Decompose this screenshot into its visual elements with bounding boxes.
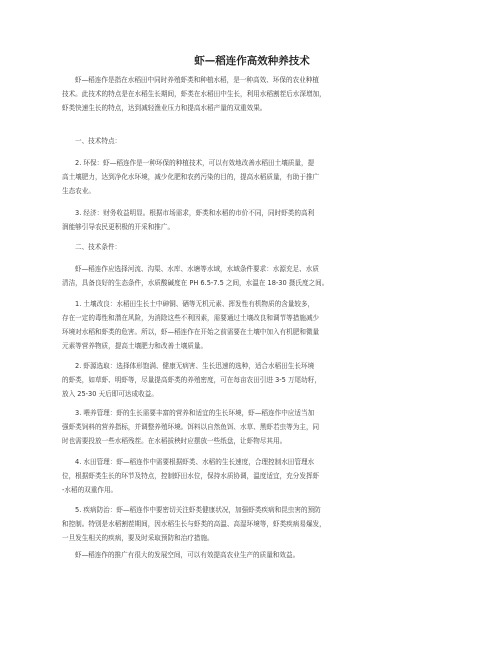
text-line: 2. 环保：虾—稻连作是一种环保的种植技术，可以有效地改善水稻田土壤质量，提: [75, 159, 315, 167]
section-heading-features: [62, 134, 442, 148]
text-line: 强虾类饲料的营养指标，并调整养殖环境。饵料以自然鱼饵、水草、黑虾若虫等为主，同: [62, 423, 320, 431]
text-line: 一、技术特点：: [75, 137, 122, 145]
text-line: 虾—稻连作应选择河流、沟渠、水库、水塘等水域，水域条件要求：水源充足、水质: [75, 265, 319, 273]
paragraph-conditions-intro: [62, 262, 442, 290]
paragraph-intro: [62, 73, 442, 115]
text-line: 3. 喂养管理：虾的生长需要丰富的营养和适宜的生长环境，虾—稻连作中应适当加: [75, 409, 315, 417]
text-line: 2. 虾源选取：选择体形饱满、健康无病害、生长迅速的选种，适合水稻田生长环境: [75, 362, 315, 370]
text-line: 和控制。特别是水稻割茬期间，因水稻生长与虾类的高温、高湿环境等，虾类疾病易爆发，: [62, 520, 326, 528]
text-line: 虾—稻连作是指在水稻田中同时养殖虾类和种植水稻，是一种高效、环保的农业种植: [75, 76, 319, 84]
text-line: 高土壤肥力，达到净化水环境，减少化肥和农药污染的目的，提高水稻质量，有助于推广: [62, 173, 320, 181]
text-line: 生态农业。: [62, 187, 95, 195]
paragraph-condition-3: [62, 406, 442, 448]
text-line: 1. 土壤改良：水稻田生长土中砷铜、硒等无机元素、挥发性有机物质的含量较多，: [75, 300, 315, 308]
document-title: 虾—稻连作高效种养技术: [194, 55, 310, 67]
text-line: 二、技术条件：: [75, 243, 122, 251]
text-line: 5. 疾病防治：虾—稻连作中要密切关注虾类健康状况，加强虾类疾病和昆虫害的预防: [75, 506, 321, 514]
text-line: 4. 水田管理：虾—稻连作中需要根据虾类、水稻的生长速度，合理控制水田管理水: [75, 458, 315, 466]
document-page: [62, 0, 442, 649]
text-line: -水稻的双重作用。: [62, 486, 118, 494]
text-line: 润能够引导农民更积极的开采和推广。: [62, 223, 175, 231]
text-line: 放入 25-30 天后即可达成收益。: [62, 390, 158, 398]
text-line: 位，根据虾类生长的环节及特点，控制虾田水位，保持水质协调，温度适宜，充分发挥虾: [62, 472, 320, 480]
section-heading-conditions: [62, 240, 442, 254]
paragraph-condition-1: [62, 297, 442, 353]
paragraph-condition-4: [62, 455, 442, 497]
paragraph-condition-5: [62, 503, 442, 545]
text-line: 一旦发生相关的疾病，要及时采取预防和治疗措施。: [62, 534, 214, 542]
text-line: 存在一定的毒性和潜在风险，为消除这些不利因素，需要通过土壤改良和调节等措施减少: [62, 314, 320, 322]
text-line: 的虾类，如草虾、明虾等，尽量提高虾类的养殖密度，可在每亩农田引进 3-5 万尾幼籽，: [62, 376, 321, 384]
paragraph-feature-2: [62, 156, 442, 198]
text-line: 元素等营养物质，提高土壤肥力和改善土壤质量。: [62, 342, 208, 350]
text-line: 虾类快速生长的特点，达到减轻渔业压力和提高水稻产量的双重效果。: [62, 104, 267, 112]
text-line: 清洁，具备良好的生态条件，水质酸碱度在 PH 6.5-7.5 之间，水温在 18-30 摄氏度之间。: [62, 279, 329, 287]
paragraph-feature-3: [62, 206, 442, 234]
text-line: 环境对水稻和虾类的危害。所以，虾—稻连作在开始之前需要在土壤中加入有机肥和微量: [62, 328, 320, 336]
text-line: 技术。此技术的特点是在水稻生长期间，虾类在水稻田中生长，利用水稻割茬后水深增加，: [62, 90, 326, 98]
text-line: 时也需要投放一些水稻残茬。在水稻拔秧时应摆放一些纸盘，让虾物尽其用。: [62, 437, 287, 445]
text-line: 3. 经济：财务收益明显。根据市场需求，虾类和水稻的市价不同，同时虾类的高利: [75, 209, 315, 217]
paragraph-condition-2: [62, 359, 442, 401]
paragraph-conclusion: [62, 548, 442, 562]
text-line: 虾—稻连作的推广有很大的发展空间，可以有效提高农业生产的质量和效益。: [75, 551, 300, 559]
